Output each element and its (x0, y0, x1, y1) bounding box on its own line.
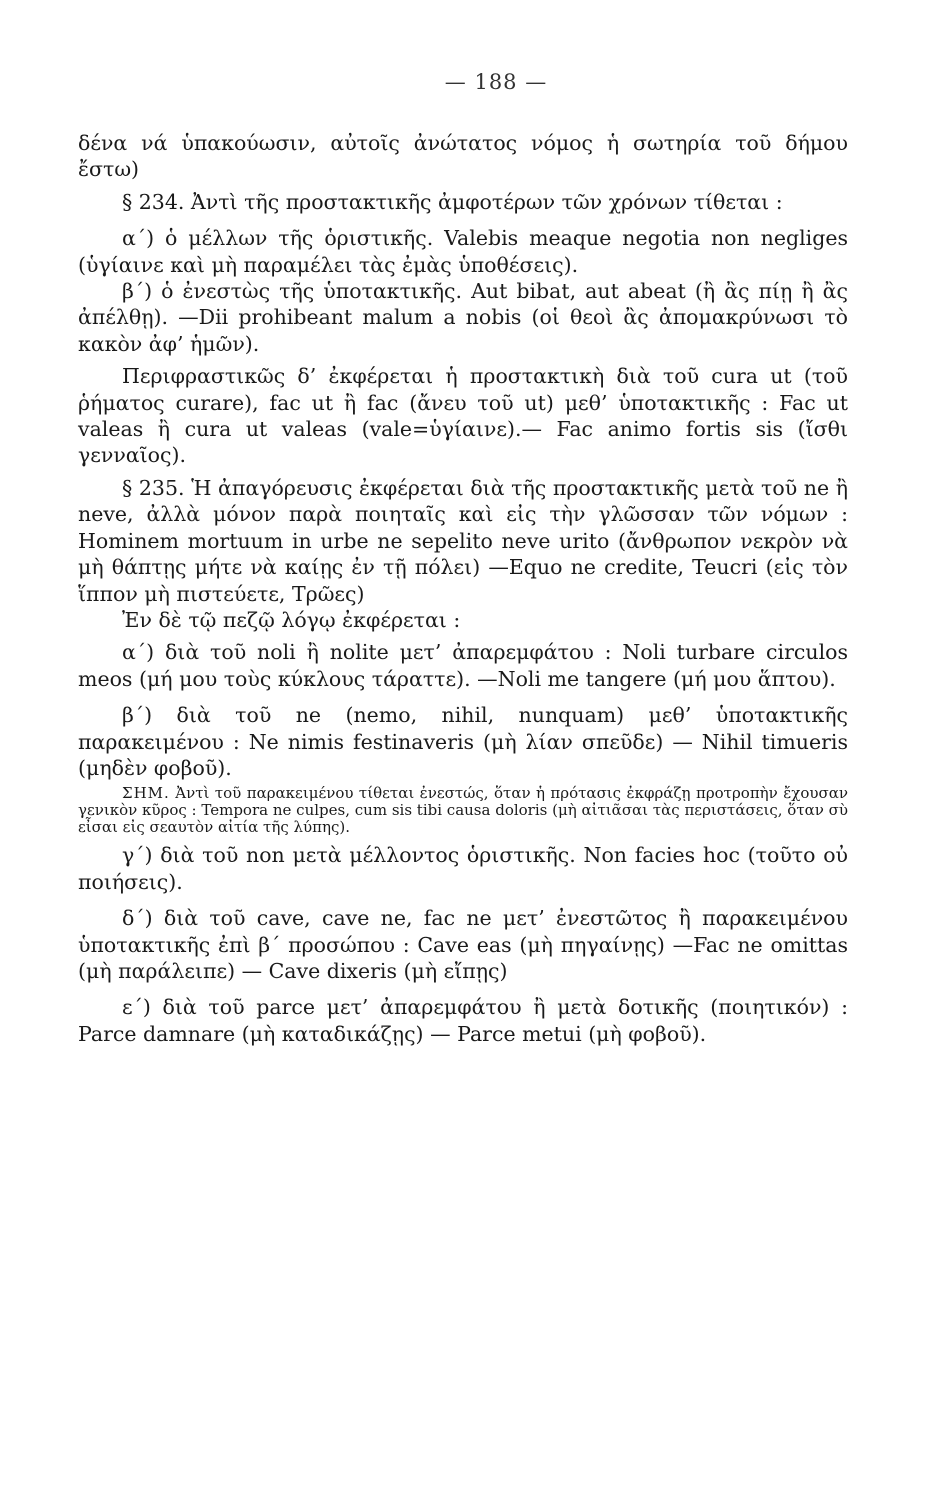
item-beta-ne: β΄) διὰ τοῦ ne (nemo, nihil, nunquam) μεθ’ ὑποτακτικῆς παρακειμένου : Ne nimis festinaveris (μὴ λίαν σπεῦδε) — Nihil timueris (μηδὲν φοβοῦ). (78, 703, 848, 780)
item-delta-cave: δ΄) διὰ τοῦ cave, cave ne, fac ne μετ’ ἐνεστῶτος ἢ παρακειμένου ὑποτακτικῆς ἐπὶ β΄ προσώπου : Cave eas (μὴ πηγαίνῃς) —Fac ne omittas (μὴ παράλειπε) — Cave dixeris (μὴ εἴπῃς) (78, 906, 848, 983)
item-epsilon-parce: ε΄) διὰ τοῦ parce μετ’ ἀπαρεμφάτου ἢ μετὰ δοτικῆς (ποιητικόν) : Parce damnare (μὴ καταδικάζῃς) — Parce metui (μὴ φοβοῦ). (78, 995, 848, 1046)
item-gamma-non: γ΄) διὰ τοῦ non μετὰ μέλλοντος ὁριστικῆς. Non facies hoc (τοῦτο οὐ ποιήσεις). (78, 843, 848, 894)
item-alpha-noli: α΄) διὰ τοῦ noli ἢ nolite μετ’ ἀπαρεμφάτου : Noli turbare circulos meos (μή μου τοὺς κύκλους τάραττε). —Noli me tangere (μή μου ἅπτου). (78, 640, 848, 691)
section-235-heading: § 235. Ἡ ἀπαγόρευσις ἐκφέρεται διὰ τῆς προστακτικῆς μετὰ τοῦ ne ἢ neve, ἀλλὰ μόνον παρὰ ποιηταῖς καὶ εἰς τὴν γλῶσσαν τῶν νόμων : Hominem mortuum in urbe ne sepelito neve urito (ἄνθρωπον νεκρὸν νὰ μὴ θάπτῃς μήτε νὰ καίῃς ἐν τῇ πόλει) —Equo ne credite, Teucri (εἰς τὸν ἵππον μὴ πιστεύετε, Τρῶες) (78, 475, 848, 606)
paragraph-continuation: δένα νά ὑπακούωσιν, αὐτοῖς ἀνώτατος νόμος ἡ σωτηρία τοῦ δήμου ἔστω) (78, 131, 848, 182)
prose-intro: Ἐν δὲ τῷ πεζῷ λόγῳ ἐκφέρεται : (122, 607, 461, 632)
periphrastic-paragraph: Περιφραστικῶς δ’ ἐκφέρεται ἡ προστακτικὴ διὰ τοῦ cura ut (τοῦ ῥήματος curare), fac ut ἢ fac (ἄνευ τοῦ ut) μεθ’ ὑποτακτικῆς : Fac ut valeas ἢ cura ut valeas (vale=ὑγίαινε).— Fac animo fortis sis (ἴσθι γενναῖος). (78, 364, 848, 468)
page-number: — 188 — (444, 70, 548, 94)
item-beta-present-subjunctive: β΄) ὁ ἐνεστὼς τῆς ὑποτακτικῆς. Aut bibat, aut abeat (ἢ ἂς πίῃ ἢ ἂς ἀπέλθῃ). —Dii prohibeant malum a nobis (οἱ θεοὶ ἂς ἀπομακρύνωσι τὸ κακὸν ἀφ’ ἡμῶν). (78, 279, 848, 356)
item-alpha-future-indicative: α΄) ὁ μέλλων τῆς ὁριστικῆς. Valebis meaque negotia non negliges (ὑγίαινε καὶ μὴ παραμέλει τὰς ἐμὰς ὑποθέσεις). (78, 226, 848, 277)
section-234-heading: § 234. Ἀντὶ τῆς προστακτικῆς ἀμφοτέρων τῶν χρόνων τίθεται : (122, 189, 783, 214)
note-text: Ἀντὶ τοῦ παρακειμένου τίθεται ἐνεστώς, ὅταν ἡ πρότασις ἐκφράζῃ προτροπὴν ἔχουσαν γενικὸν κῦρος : Tempora ne culpes, cum sis tibi causa doloris (μὴ αἰτιᾶσαι τὰς περιστάσεις, ὅταν σὺ εἶσαι εἰς σεαυτὸν αἰτία τῆς λύπης). (78, 784, 848, 837)
note-label: ΣΗΜ. (122, 784, 170, 803)
note-paragraph (78, 785, 848, 836)
body-text (78, 130, 848, 1047)
